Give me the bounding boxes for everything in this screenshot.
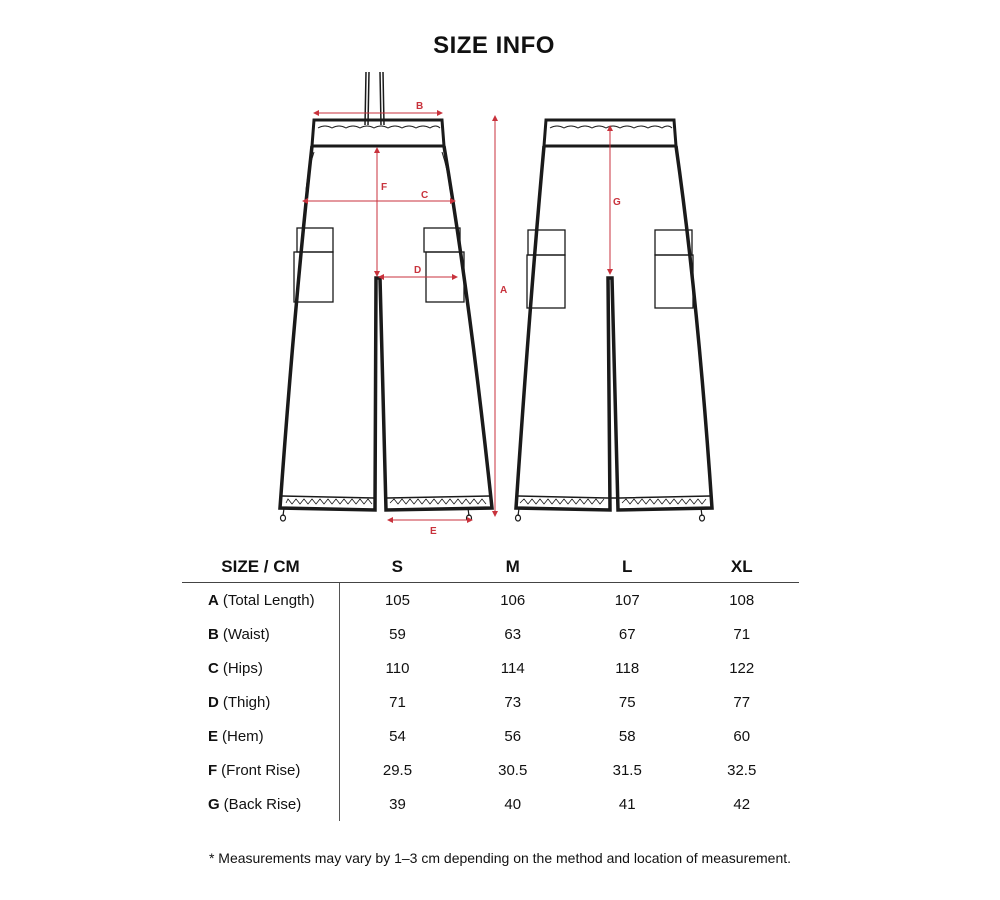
- table-cell: 32.5: [727, 761, 757, 779]
- row-label: [182, 685, 339, 719]
- drawstring-left: [365, 72, 369, 125]
- table-cell: 30.5: [498, 761, 528, 779]
- measure-name: (Front Rise): [221, 761, 301, 779]
- table-row: [182, 617, 799, 651]
- table-cell: 42: [733, 795, 751, 813]
- front-right-pocket-flap: [424, 228, 460, 252]
- table-cell: 118: [615, 659, 640, 677]
- front-view: [280, 72, 492, 521]
- header-xl: XL: [684, 551, 799, 583]
- measurement-note: * Measurements may vary by 1–3 cm depending on the method and location of measurement.: [208, 850, 792, 866]
- table-cell: 107: [614, 591, 640, 609]
- label-e: E: [430, 526, 437, 537]
- row-label: [182, 583, 339, 618]
- table-cell: 67: [618, 625, 636, 643]
- table-row: [182, 787, 799, 821]
- table-cell: 105: [384, 591, 410, 609]
- label-a: A: [500, 285, 508, 296]
- label-g: G: [613, 197, 621, 208]
- page-title: SIZE INFO: [433, 32, 555, 59]
- table-cell: 108: [729, 591, 755, 609]
- measure-letter: A: [208, 591, 219, 609]
- measure-name: (Hem): [222, 727, 264, 745]
- front-waistband: [312, 120, 444, 146]
- table-cell: 77: [733, 693, 751, 711]
- label-d: D: [414, 265, 422, 276]
- measure-letter: G: [208, 795, 220, 813]
- table-cell: 71: [389, 693, 406, 711]
- table-cell: 110: [385, 659, 410, 677]
- label-f: F: [381, 182, 388, 193]
- measure-letter: B: [208, 625, 219, 643]
- table-cell: 75: [618, 693, 636, 711]
- size-table: [182, 551, 799, 821]
- table-cell: 40: [504, 795, 522, 813]
- table-row: [182, 685, 799, 719]
- label-b: B: [416, 101, 424, 112]
- header-size-cm: SIZE / CM: [182, 551, 339, 583]
- table-cell: 114: [500, 659, 525, 677]
- table-cell: 60: [733, 727, 751, 745]
- measure-letter: E: [208, 727, 219, 745]
- size-table-header: [182, 551, 799, 583]
- table-cell: 73: [504, 693, 522, 711]
- measure-name: (Waist): [222, 625, 270, 643]
- row-label: [182, 787, 339, 821]
- table-cell: 56: [504, 727, 522, 745]
- table-cell: 54: [389, 727, 406, 745]
- measure-letter: C: [208, 659, 219, 677]
- table-row: [182, 753, 799, 787]
- header-s: S: [339, 551, 455, 583]
- table-cell: 59: [389, 625, 406, 643]
- row-label: [182, 617, 339, 651]
- table-cell: 31.5: [612, 761, 642, 779]
- measure-name: (Total Length): [222, 591, 315, 609]
- table-row: [182, 719, 799, 753]
- table-row: [182, 651, 799, 685]
- table-cell: 71: [733, 625, 751, 643]
- header-l: L: [570, 551, 685, 583]
- table-cell: 106: [500, 591, 526, 609]
- header-m: M: [455, 551, 570, 583]
- row-label: [182, 651, 339, 685]
- measure-name: (Back Rise): [223, 795, 302, 813]
- measure-name: (Hips): [222, 659, 263, 677]
- drawstring-right: [380, 72, 384, 125]
- back-right-pocket: [655, 255, 693, 308]
- measurement-lines: [303, 113, 610, 520]
- table-cell: 63: [504, 625, 522, 643]
- table-cell: 39: [389, 795, 406, 813]
- label-c: C: [421, 190, 429, 201]
- table-cell: 58: [618, 727, 636, 745]
- table-cell: 29.5: [382, 761, 413, 779]
- measure-letter: F: [208, 761, 218, 779]
- table-row: [182, 583, 799, 618]
- measure-name: (Thigh): [222, 693, 271, 711]
- measure-letter: D: [208, 693, 219, 711]
- table-cell: 122: [729, 659, 755, 677]
- table-cell: 41: [618, 795, 636, 813]
- row-label: [182, 719, 339, 753]
- back-view: [516, 120, 713, 521]
- row-label: [182, 753, 339, 787]
